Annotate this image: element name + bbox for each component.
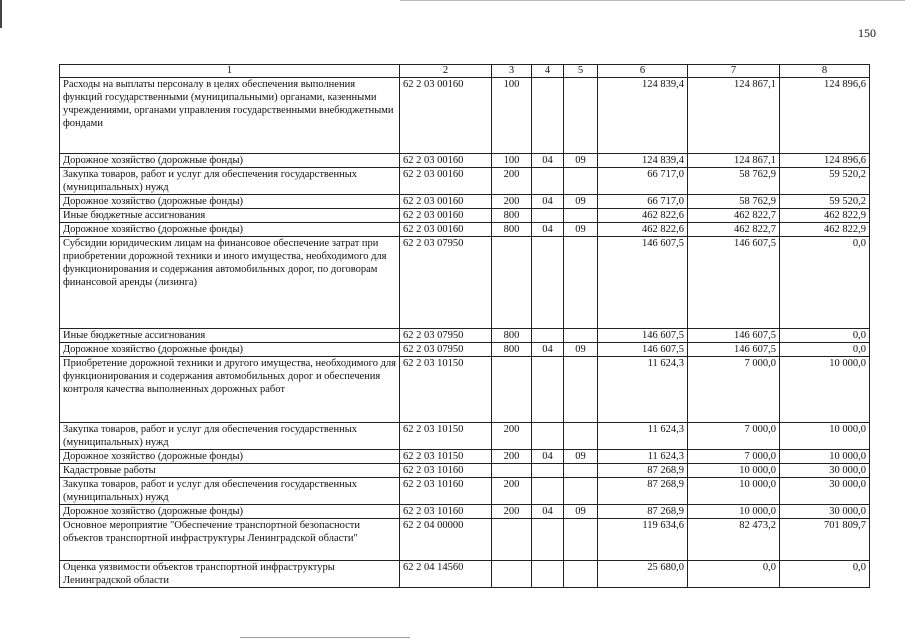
row-section: 04 [532,195,564,209]
row-value-col7: 10 000,0 [688,464,780,478]
row-code: 62 2 03 10160 [400,464,492,478]
row-subsection [564,78,598,154]
row-code: 62 2 03 00160 [400,195,492,209]
column-header: 5 [564,65,598,78]
row-value-col6: 146 607,5 [598,343,688,357]
row-code: 62 2 03 00160 [400,78,492,154]
row-value-col8: 30 000,0 [780,478,870,505]
row-section: 04 [532,450,564,464]
row-expense-type [492,519,532,561]
row-name: Дорожное хозяйство (дорожные фонды) [60,450,400,464]
row-value-col7: 462 822,7 [688,209,780,223]
row-value-col6: 119 634,6 [598,519,688,561]
table-row [60,519,870,561]
row-section [532,78,564,154]
column-header: 8 [780,65,870,78]
row-code: 62 2 03 10150 [400,450,492,464]
table-row [60,505,870,519]
row-expense-type [492,357,532,423]
row-value-col7: 7 000,0 [688,450,780,464]
row-expense-type: 200 [492,423,532,450]
row-name: Расходы на выплаты персоналу в целях обеспечения выполнения функций государственными (муниципальными) органами, казенными учреждениями, органами управления государственными внебюджетными фондами [60,78,400,154]
row-value-col7: 0,0 [688,561,780,588]
row-name: Оценка уязвимости объектов транспортной инфраструктуры Ленинградской области [60,561,400,588]
row-value-col8: 10 000,0 [780,450,870,464]
row-name: Основное мероприятие "Обеспечение транспортной безопасности объектов транспортной инфраструктуры Ленинградской области" [60,519,400,561]
table-row [60,464,870,478]
row-value-col8: 0,0 [780,561,870,588]
page-number: 150 [858,26,876,40]
row-value-col7: 124 867,1 [688,154,780,168]
row-value-col6: 66 717,0 [598,168,688,195]
row-value-col7: 146 607,5 [688,329,780,343]
row-name: Дорожное хозяйство (дорожные фонды) [60,223,400,237]
row-code: 62 2 04 14560 [400,561,492,588]
row-code: 62 2 03 00160 [400,154,492,168]
table-row [60,329,870,343]
table-row [60,195,870,209]
row-expense-type: 200 [492,168,532,195]
row-value-col8: 30 000,0 [780,505,870,519]
row-name: Дорожное хозяйство (дорожные фонды) [60,154,400,168]
table-row [60,168,870,195]
row-value-col8: 0,0 [780,343,870,357]
row-section [532,561,564,588]
row-name: Закупка товаров, работ и услуг для обеспечения государственных (муниципальных) нужд [60,423,400,450]
table-row [60,78,870,154]
table-row [60,223,870,237]
row-value-col6: 87 268,9 [598,478,688,505]
scan-edge-top [400,0,905,1]
column-header: 3 [492,65,532,78]
row-expense-type: 800 [492,329,532,343]
column-header: 2 [400,65,492,78]
row-subsection: 09 [564,195,598,209]
row-value-col8: 462 822,9 [780,209,870,223]
row-value-col7: 58 762,9 [688,195,780,209]
row-expense-type: 100 [492,154,532,168]
row-value-col8: 462 822,9 [780,223,870,237]
row-value-col6: 146 607,5 [598,237,688,329]
row-subsection [564,561,598,588]
row-name: Дорожное хозяйство (дорожные фонды) [60,343,400,357]
row-value-col7: 10 000,0 [688,505,780,519]
table-row [60,561,870,588]
row-value-col6: 25 680,0 [598,561,688,588]
row-value-col6: 124 839,4 [598,78,688,154]
row-value-col7: 58 762,9 [688,168,780,195]
row-code: 62 2 04 00000 [400,519,492,561]
row-subsection: 09 [564,343,598,357]
row-value-col6: 124 839,4 [598,154,688,168]
table-row [60,209,870,223]
row-section [532,168,564,195]
row-expense-type: 200 [492,478,532,505]
row-value-col6: 462 822,6 [598,223,688,237]
row-name: Закупка товаров, работ и услуг для обеспечения государственных (муниципальных) нужд [60,478,400,505]
row-value-col8: 701 809,7 [780,519,870,561]
row-subsection [564,478,598,505]
row-value-col6: 146 607,5 [598,329,688,343]
row-value-col6: 11 624,3 [598,423,688,450]
scan-edge-bottom [240,637,410,638]
row-name: Иные бюджетные ассигнования [60,209,400,223]
row-expense-type: 800 [492,223,532,237]
row-code: 62 2 03 07950 [400,343,492,357]
row-section: 04 [532,223,564,237]
row-value-col6: 11 624,3 [598,450,688,464]
table-row [60,237,870,329]
row-section [532,423,564,450]
row-code: 62 2 03 07950 [400,237,492,329]
row-expense-type: 800 [492,343,532,357]
row-value-col8: 10 000,0 [780,423,870,450]
row-value-col6: 462 822,6 [598,209,688,223]
row-expense-type: 200 [492,505,532,519]
column-header: 1 [60,65,400,78]
row-section [532,519,564,561]
row-value-col6: 11 624,3 [598,357,688,423]
row-subsection: 09 [564,450,598,464]
row-value-col8: 0,0 [780,237,870,329]
row-code: 62 2 03 00160 [400,209,492,223]
row-value-col8: 10 000,0 [780,357,870,423]
table-row [60,450,870,464]
row-name: Кадастровые работы [60,464,400,478]
row-value-col8: 0,0 [780,329,870,343]
row-expense-type: 100 [492,78,532,154]
row-subsection: 09 [564,223,598,237]
column-header: 7 [688,65,780,78]
row-code: 62 2 03 00160 [400,168,492,195]
row-value-col7: 146 607,5 [688,237,780,329]
row-name: Дорожное хозяйство (дорожные фонды) [60,505,400,519]
table-row [60,423,870,450]
row-expense-type: 200 [492,195,532,209]
row-value-col7: 82 473,2 [688,519,780,561]
budget-table [59,64,870,588]
row-subsection [564,209,598,223]
row-name: Приобретение дорожной техники и другого имущества, необходимого для функционирования и содержания автомобильных дорог и обеспечения контроля качества выполненных дорожных работ [60,357,400,423]
table-row [60,357,870,423]
row-section: 04 [532,505,564,519]
row-value-col8: 59 520,2 [780,195,870,209]
row-value-col8: 124 896,6 [780,154,870,168]
row-expense-type: 800 [492,209,532,223]
row-section: 04 [532,343,564,357]
row-subsection [564,329,598,343]
row-code: 62 2 03 10160 [400,478,492,505]
row-expense-type: 200 [492,450,532,464]
row-code: 62 2 03 07950 [400,329,492,343]
row-name: Иные бюджетные ассигнования [60,329,400,343]
row-name: Дорожное хозяйство (дорожные фонды) [60,195,400,209]
row-subsection: 09 [564,154,598,168]
row-section: 04 [532,154,564,168]
row-section [532,209,564,223]
row-expense-type [492,561,532,588]
row-value-col7: 146 607,5 [688,343,780,357]
row-subsection [564,237,598,329]
table-row [60,478,870,505]
row-section [532,237,564,329]
row-code: 62 2 03 10150 [400,423,492,450]
row-expense-type [492,237,532,329]
row-section [532,329,564,343]
row-section [532,478,564,505]
row-subsection [564,168,598,195]
row-expense-type [492,464,532,478]
row-code: 62 2 03 00160 [400,223,492,237]
row-subsection [564,519,598,561]
row-name: Закупка товаров, работ и услуг для обеспечения государственных (муниципальных) нужд [60,168,400,195]
row-code: 62 2 03 10150 [400,357,492,423]
table-row [60,343,870,357]
row-code: 62 2 03 10160 [400,505,492,519]
row-value-col8: 30 000,0 [780,464,870,478]
row-value-col7: 124 867,1 [688,78,780,154]
row-value-col8: 59 520,2 [780,168,870,195]
row-section [532,464,564,478]
row-value-col7: 7 000,0 [688,357,780,423]
table-body [60,78,870,588]
row-value-col7: 10 000,0 [688,478,780,505]
row-subsection [564,357,598,423]
row-value-col6: 66 717,0 [598,195,688,209]
row-name: Субсидии юридическим лицам на финансовое обеспечение затрат при приобретении дорожной техники и иного имущества, необходимого для функционирования и содержания автомобильных дорог, по договорам финансовой аренды (лизинга) [60,237,400,329]
column-header: 6 [598,65,688,78]
row-subsection: 09 [564,505,598,519]
column-header-row [60,65,870,78]
row-section [532,357,564,423]
row-value-col6: 87 268,9 [598,505,688,519]
row-value-col7: 7 000,0 [688,423,780,450]
row-subsection [564,423,598,450]
table-row [60,154,870,168]
row-value-col6: 87 268,9 [598,464,688,478]
row-value-col8: 124 896,6 [780,78,870,154]
row-subsection [564,464,598,478]
scan-edge-left [0,0,2,28]
row-value-col7: 462 822,7 [688,223,780,237]
column-header: 4 [532,65,564,78]
